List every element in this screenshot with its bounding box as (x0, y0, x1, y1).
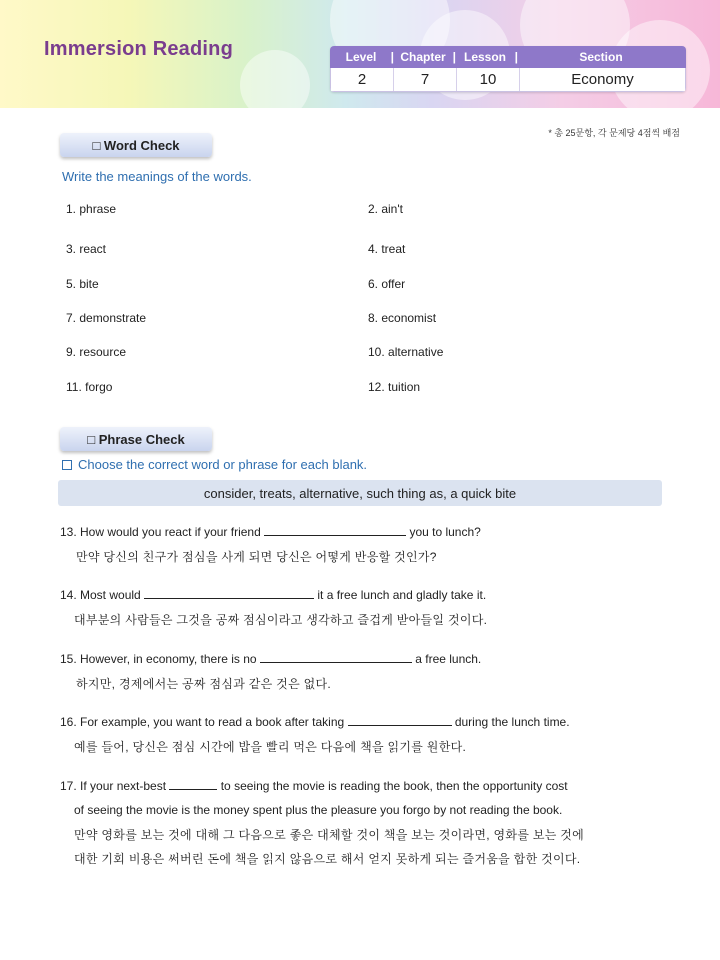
lesson-value: 10 (457, 68, 520, 91)
korean-translation: 대부분의 사람들은 그것을 공짜 점심이라고 생각하고 즐겁게 받아들일 것이다. (74, 613, 488, 627)
brand-logo: Immersion Reading (44, 38, 233, 60)
question-text: to seeing the movie is reading the book, then the opportunity cost (217, 779, 568, 793)
level-table (330, 46, 686, 92)
col-chapter: Chapter | (392, 46, 454, 68)
level-value: 2 (331, 68, 394, 91)
word-check-instruction (62, 169, 252, 184)
question-text: 16. For example, you want to read a book after taking (60, 715, 348, 729)
section-value: Economy (571, 71, 634, 88)
question-13 (60, 524, 680, 540)
word-item: 4. treat (368, 242, 406, 256)
header-banner (0, 0, 720, 108)
word-item: 7. demonstrate (66, 311, 147, 325)
level-table-header (330, 46, 686, 68)
korean-translation: 하지만, 경제에서는 공짜 점심과 같은 것은 없다. (76, 677, 332, 691)
word-item: 8. economist (368, 311, 437, 325)
question-text: 17. If your next-best (60, 779, 170, 793)
col-level: Level | (330, 46, 392, 68)
word-item: 3. react (66, 242, 107, 256)
word-item: 5. bite (66, 277, 99, 291)
question-text: during the lunch time. (451, 715, 570, 729)
korean-translation: 만약 영화를 보는 것에 대해 그 다음으로 좋은 대체할 것이 책을 보는 것이라면, 영화를 보는 것에 (74, 828, 585, 842)
question-17-line-2: of seeing the movie is the money spent plus the pleasure you forgo by not reading the book. (74, 803, 563, 817)
question-15 (60, 651, 680, 667)
answer-blank[interactable] (144, 587, 314, 599)
answer-blank[interactable] (260, 651, 412, 663)
chapter-value: 7 (394, 68, 457, 91)
phrase-check-title: □ Phrase Check (60, 427, 212, 451)
question-14 (60, 587, 680, 603)
phrase-check-instruction (62, 457, 367, 472)
level-table-values (330, 68, 686, 92)
question-text: you to lunch? (406, 525, 481, 539)
question-text: 13. How would you react if your friend (60, 525, 265, 539)
checkbox-icon (62, 460, 72, 470)
question-text: 15. However, in economy, there is no (60, 652, 260, 666)
instruction-text: Write the meanings of the words. (62, 169, 252, 184)
answer-blank[interactable] (348, 714, 452, 726)
word-item: 1. phrase (66, 202, 117, 216)
question-17 (60, 778, 680, 794)
word-item: 2. ain't (368, 202, 403, 216)
question-text: a free lunch. (411, 652, 482, 666)
instruction-text: Choose the correct word or phrase for each blank. (78, 457, 368, 472)
question-text: it a free lunch and gladly take it. (314, 588, 487, 602)
col-section: Section (579, 50, 623, 64)
korean-translation: 만약 당신의 친구가 점심을 사게 되면 당신은 어떻게 반응할 것인가? (76, 550, 437, 564)
decor-bubble (240, 50, 310, 108)
question-text: 14. Most would (60, 588, 145, 602)
answer-blank[interactable] (169, 778, 217, 790)
word-item: 6. offer (368, 277, 406, 291)
col-lesson: Lesson | (454, 46, 516, 68)
korean-translation: 예를 들어, 당신은 점심 시간에 밥을 빨리 먹은 다음에 책을 읽기를 원한다. (74, 740, 467, 754)
korean-translation: 대한 기회 비용은 써버린 돈에 책을 읽지 않음으로 해서 얻지 못하게 되는 즐거움을 합한 것이다. (74, 852, 581, 866)
word-item: 11. forgo (66, 380, 113, 394)
answer-blank[interactable] (264, 524, 406, 536)
word-item: 10. alternative (368, 345, 444, 359)
word-check-title: □ Word Check (60, 133, 212, 157)
word-bank: consider, treats, alternative, such thing as, a quick bite (58, 480, 662, 506)
word-item: 9. resource (66, 345, 127, 359)
question-16 (60, 714, 680, 730)
scoring-note: * 총 25문항, 각 문제당 4점씩 배점 (548, 128, 680, 138)
word-item: 12. tuition (368, 380, 421, 394)
